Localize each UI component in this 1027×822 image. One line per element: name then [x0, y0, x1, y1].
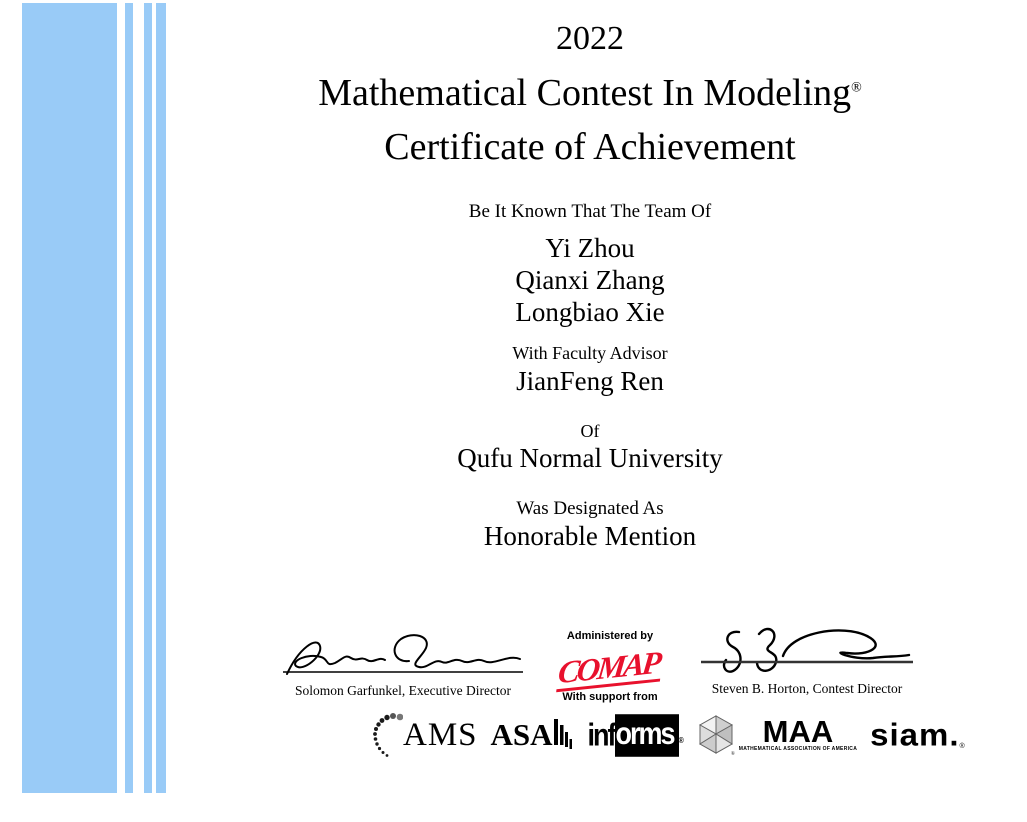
- asa-label: ASA: [490, 717, 553, 752]
- informs-registered-icon: ®: [678, 736, 684, 745]
- contest-director-name-title: Steven B. Horton, Contest Director: [711, 681, 903, 696]
- advisor-intro-label: With Faculty Advisor: [512, 343, 668, 363]
- advisor-name: JianFeng Ren: [516, 366, 664, 396]
- contest-director-signature-block: [701, 620, 913, 696]
- certificate-subtitle: Certificate of Achievement: [384, 126, 796, 168]
- horton-signature-icon: [701, 620, 913, 680]
- support-from-label: With support from: [562, 691, 658, 703]
- team-intro-label: Be It Known That The Team Of: [468, 201, 712, 222]
- registered-trademark-mark: ®: [851, 80, 862, 96]
- of-label: Of: [580, 421, 600, 441]
- maa-registered-icon: ®: [730, 752, 735, 756]
- sponsor-logo-row: [371, 710, 965, 760]
- maa-logo: [697, 714, 857, 756]
- ams-dots-spiral-icon: [371, 711, 403, 759]
- informs-prefix-text: inf: [587, 717, 615, 752]
- executive-director-name-title: Solomon Garfunkel, Executive Director: [295, 683, 511, 698]
- maa-subtitle: MATHEMATICAL ASSOCIATION OF AMERICA: [738, 746, 858, 752]
- asa-logo: [491, 717, 575, 753]
- asa-bars-icon: [553, 717, 575, 753]
- contest-title: [150, 72, 1027, 115]
- administration-block: [540, 630, 680, 704]
- comap-logo: COMAP: [556, 645, 663, 692]
- ams-logo: [371, 711, 478, 759]
- team-member-3: Longbiao Xie: [515, 297, 665, 327]
- siam-registered-icon: ®: [959, 743, 965, 750]
- garfunkel-signature-icon: [283, 626, 523, 682]
- team-member-1: Yi Zhou: [545, 233, 635, 263]
- maa-polyhedron-icon: [697, 714, 735, 756]
- informs-logo: [588, 714, 684, 757]
- ams-label: AMS: [403, 716, 478, 753]
- institution-name: Qufu Normal University: [457, 443, 723, 473]
- executive-director-signature-block: [283, 626, 523, 698]
- administered-by-label: Administered by: [566, 630, 654, 642]
- team-member-2: Qianxi Zhang: [515, 265, 665, 295]
- left-thin-stripe-2: [144, 3, 152, 793]
- informs-boxed-text: orms: [615, 714, 679, 757]
- left-thin-stripe-1: [125, 3, 133, 793]
- contest-title-text: Mathematical Contest In Modeling: [318, 72, 852, 114]
- team-members-list: [150, 232, 1027, 328]
- left-wide-blue-bar: [22, 3, 117, 793]
- left-thin-stripe-3: [156, 3, 166, 793]
- siam-logo: [870, 716, 965, 753]
- designation-intro-label: Was Designated As: [516, 498, 664, 519]
- contest-year: 2022: [556, 20, 624, 57]
- maa-label: MAA: [762, 714, 834, 749]
- designation-name: Honorable Mention: [483, 521, 697, 551]
- maa-text-column: [738, 714, 858, 752]
- siam-label: siam.: [870, 716, 960, 753]
